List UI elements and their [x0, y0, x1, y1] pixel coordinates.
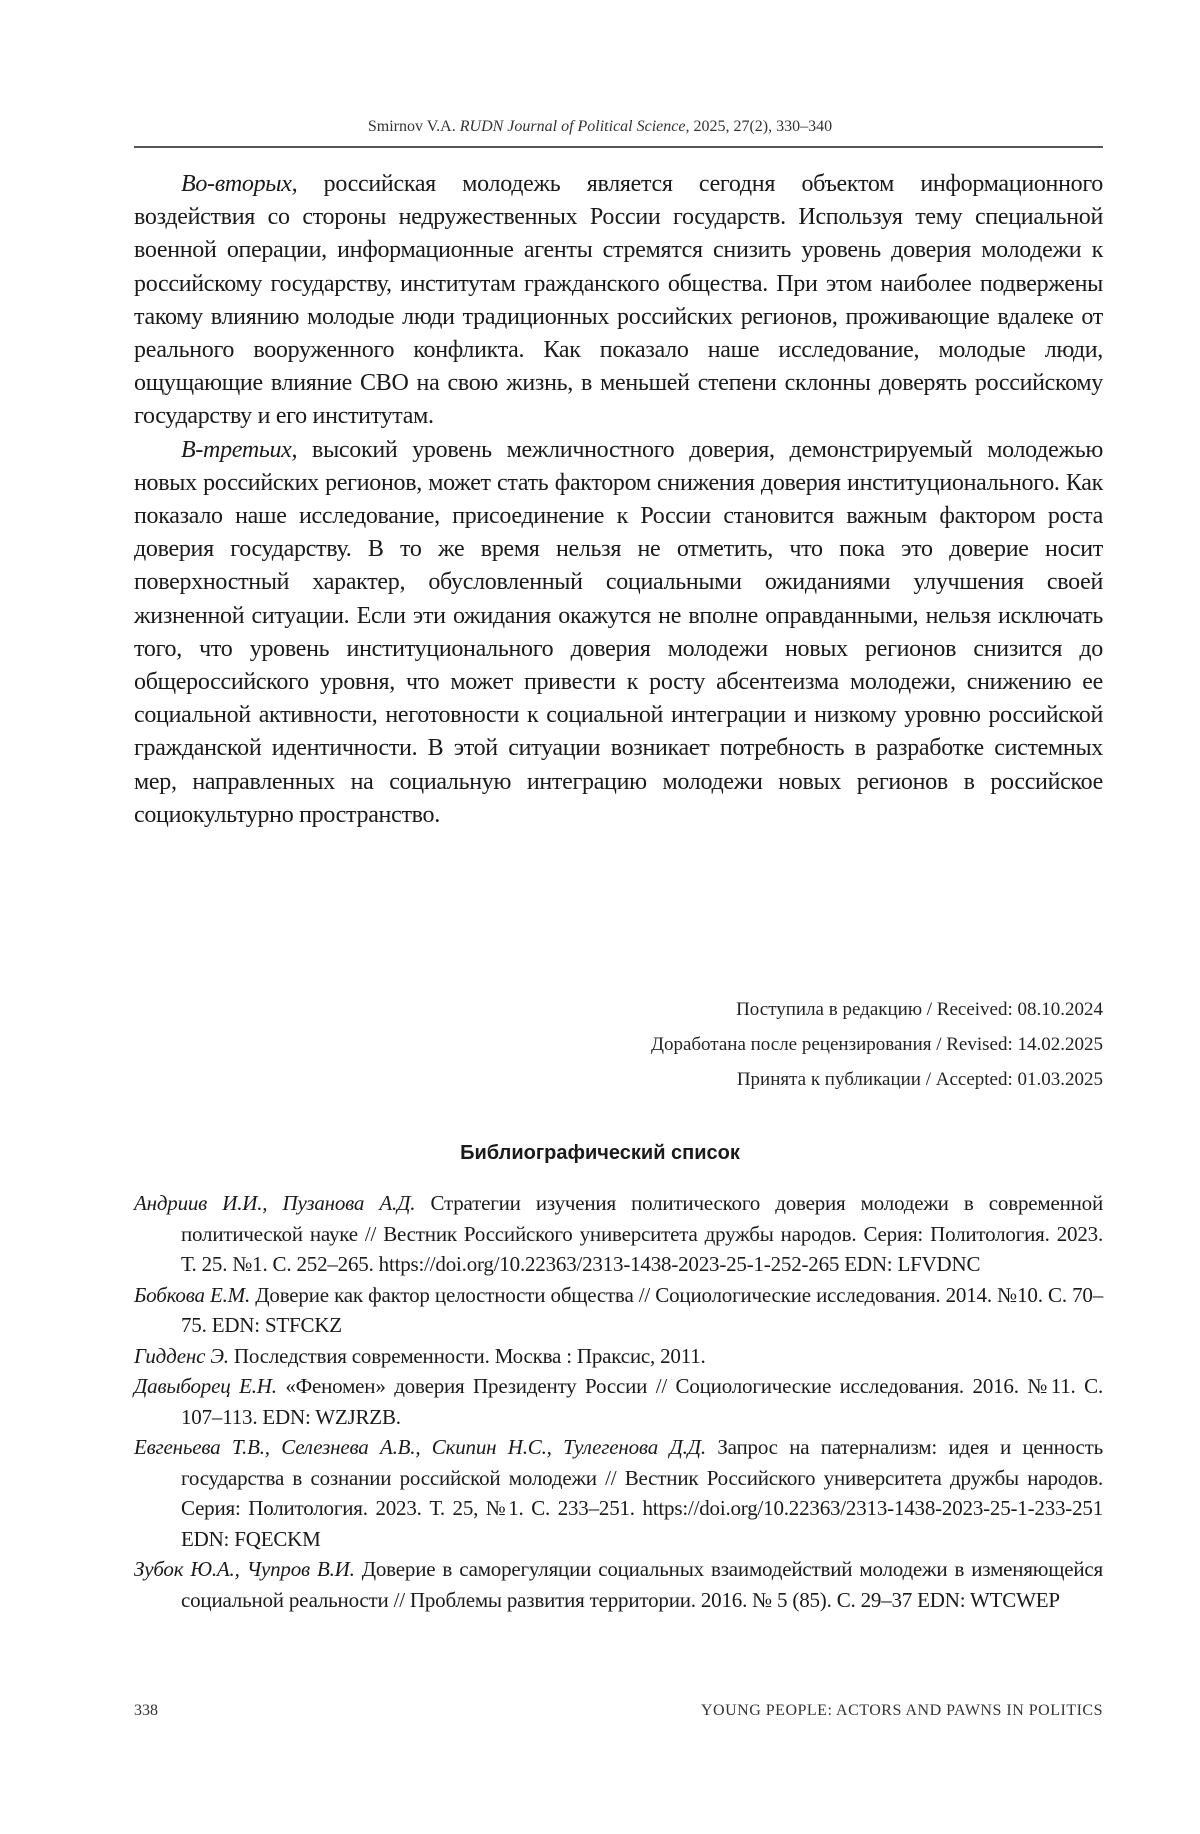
- paragraph: [134, 168, 1103, 434]
- entry-authors: Бобкова Е.М.: [134, 1283, 250, 1307]
- header-authors: Smirnov V.A.: [368, 118, 456, 135]
- entry-text: Доверие в саморегуляции социальных взаимодействий молодежи в изменяющейся социальной реальности // Проблемы развития территории. 2016. № 5 (85). С. 29–37 EDN: WTCWEP: [181, 1557, 1103, 1612]
- paragraph-lead: В-третьих,: [181, 437, 297, 463]
- bibliography-entry: [134, 1188, 1103, 1280]
- entry-authors: Евгеньева Т.В., Селезнева А.В., Скипин Н.С., Тулегенова Д.Д.: [134, 1435, 706, 1459]
- header-rule: [134, 146, 1103, 148]
- bibliography-title: Библиографический список: [0, 1142, 1200, 1165]
- header-journal: RUDN Journal of Political Science,: [460, 118, 690, 135]
- running-header: [0, 118, 1200, 136]
- entry-text: Последствия современности. Москва : Праксис, 2011.: [229, 1344, 706, 1368]
- bibliography-entry: [134, 1280, 1103, 1341]
- received-date: Поступила в редакцию / Received: 08.10.2024: [651, 992, 1103, 1027]
- entry-text: Запрос на патернализм: идея и ценность государства в сознании российской молодежи // Вестник Российского университета дружбы народов. Серия: Политология. 2023. Т. 25, №1. С. 233–251. https://doi.org/10.22363/2313-1438-2023-25-1-233-251 EDN: FQECKM: [181, 1435, 1103, 1551]
- page-footer: [134, 1702, 1103, 1720]
- bibliography-entry: [134, 1341, 1103, 1372]
- entry-authors: Давыборец Е.Н.: [134, 1374, 277, 1398]
- page-number: 338: [134, 1702, 158, 1719]
- entry-authors: Андриив И.И., Пузанова А.Д.: [134, 1191, 415, 1215]
- paragraph-lead: Во-вторых,: [181, 171, 297, 197]
- entry-text: «Феномен» доверия Президенту России // Социологические исследования. 2016. №11. С. 107–113. EDN: WZJRZB.: [181, 1374, 1103, 1429]
- bibliography-list: [134, 1188, 1103, 1615]
- entry-text: Доверие как фактор целостности общества // Социологические исследования. 2014. №10. С. 70–75. EDN: STFCKZ: [181, 1283, 1103, 1338]
- revised-date: Доработана после рецензирования / Revised: 14.02.2025: [651, 1027, 1103, 1062]
- paragraph-text: российская молодежь является сегодня объектом информационного воздействия со стороны недружественных России государств. Используя тему специальной военной операции, информационные агенты стремятся снизить уровень доверия молодежи к российскому государству, институтам гражданского общества. При этом наиболее подвержены такому влиянию молодые люди традиционных российских регионов, проживающие вдалеке от реального вооруженного конфликта. Как показало наше исследование, молодые люди, ощущающие влияние СВО на свою жизнь, в меньшей степени склонны доверять российскому государству и его институтам.: [134, 171, 1103, 429]
- bibliography-entry: [134, 1554, 1103, 1615]
- bibliography-entry: [134, 1432, 1103, 1554]
- entry-authors: Зубок Ю.А., Чупров В.И.: [134, 1557, 355, 1581]
- article-dates: [651, 992, 1103, 1097]
- bibliography-entry: [134, 1371, 1103, 1432]
- header-details: 2025, 27(2), 330–340: [693, 118, 832, 135]
- paragraph: [134, 434, 1103, 832]
- entry-authors: Гидденс Э.: [134, 1344, 229, 1368]
- body-text: [134, 168, 1103, 832]
- accepted-date: Принята к публикации / Accepted: 01.03.2025: [651, 1062, 1103, 1097]
- paragraph-text: высокий уровень межличностного доверия, демонстрируемый молодежью новых российских регионов, может стать фактором снижения доверия институционального. Как показало наше исследование, присоединение к России становится важным фактором роста доверия государству. В то же время нельзя не отметить, что пока это доверие носит поверхностный характер, обусловленный социальными ожиданиями улучшения своей жизненной ситуации. Если эти ожидания окажутся не вполне оправданными, нельзя исключать того, что уровень институционального доверия молодежи новых регионов снизится до общероссийского уровня, что может привести к росту абсентеизма молодежи, снижению ее социальной активности, неготовности к социальной интеграции и низкому уровню российской гражданской идентичности. В этой ситуации возникает потребность в разработке системных мер, направленных на социальную интеграцию молодежи новых регионов в российское социокультурно пространство.: [134, 437, 1103, 828]
- section-title: YOUNG PEOPLE: ACTORS AND PAWNS IN POLITICS: [701, 1702, 1103, 1720]
- entry-text: Стратегии изучения политического доверия молодежи в современной политической науке // Вестник Российского университета дружбы народов. Серия: Политология. 2023. Т. 25. №1. С. 252–265. https://doi.org/10.22363/2313-1438-2023-25-1-252-265 EDN: LFVDNC: [181, 1191, 1103, 1276]
